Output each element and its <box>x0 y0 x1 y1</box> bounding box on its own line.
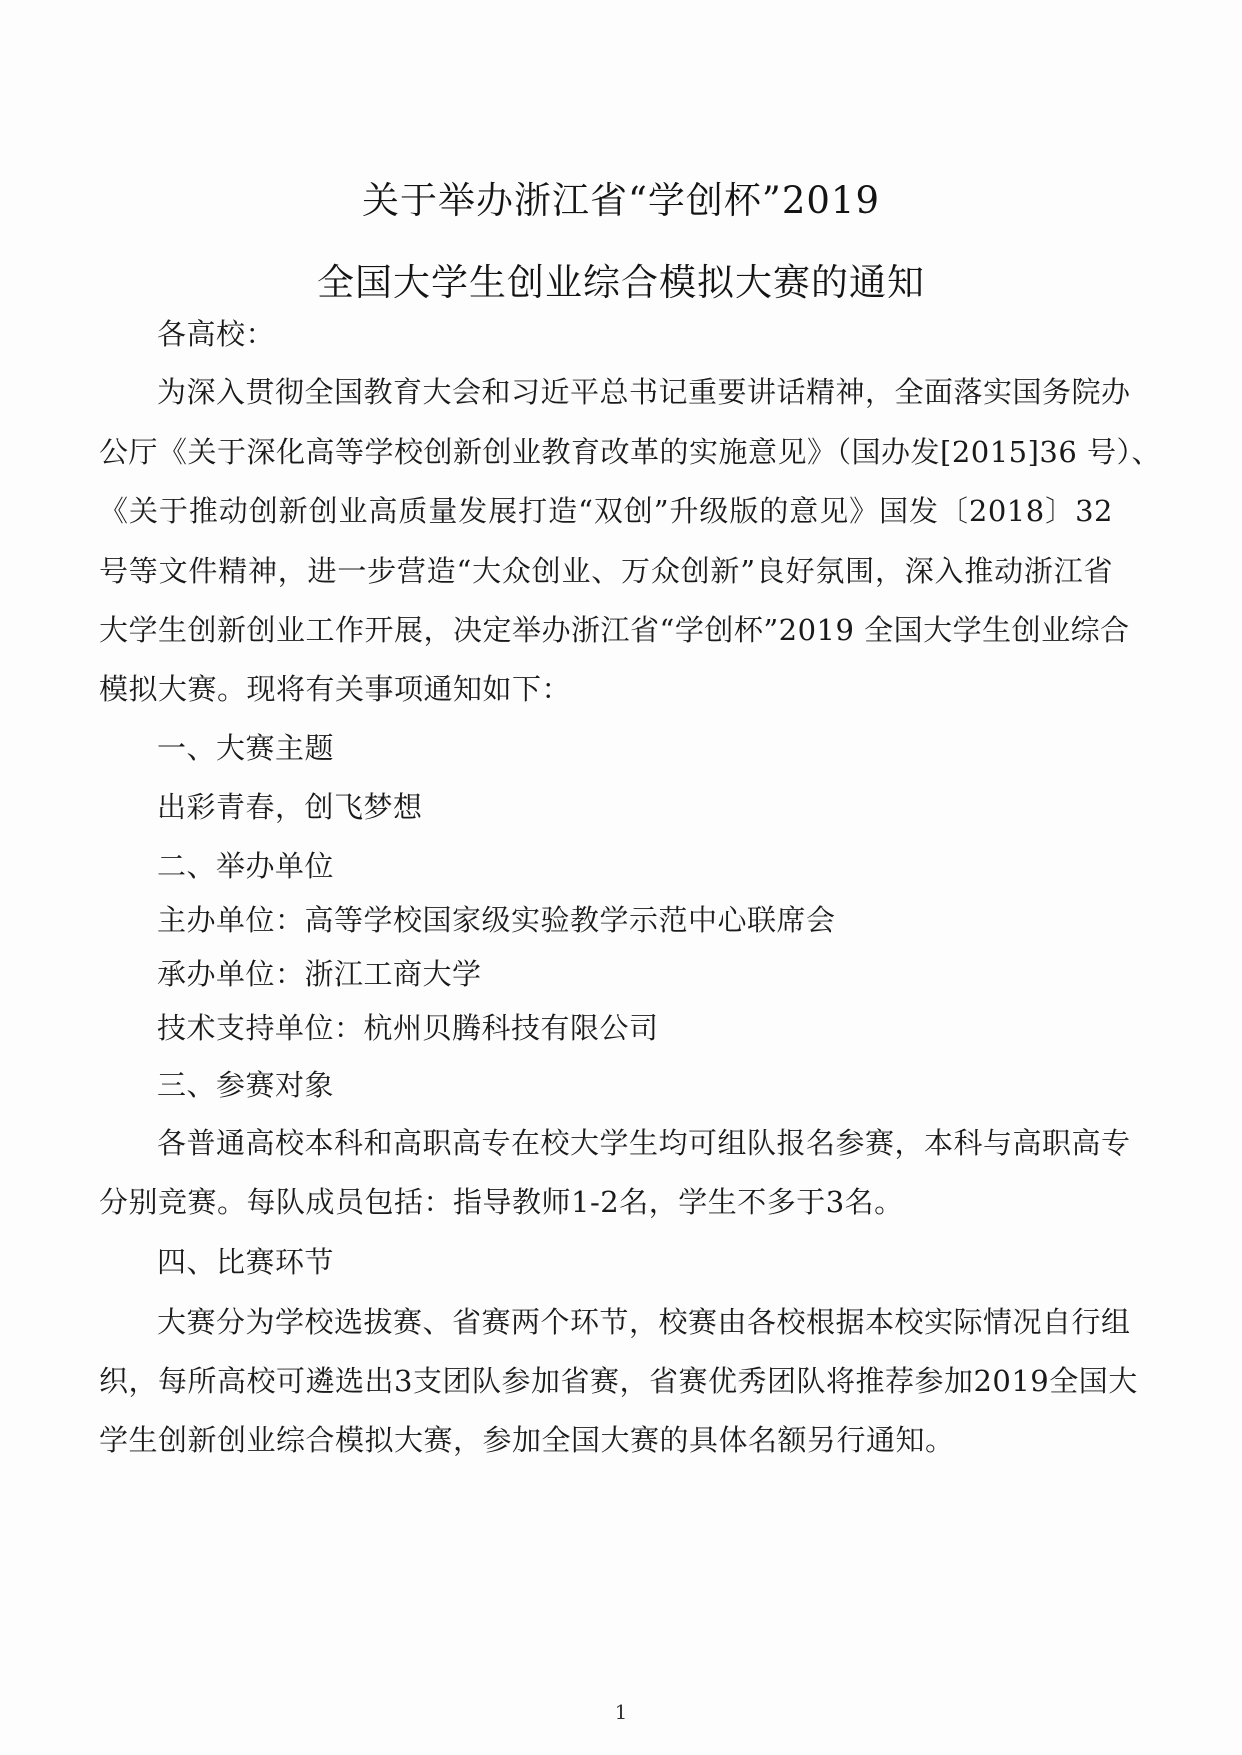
intro-line-1: 为深入贯彻全国教育大会和习近平总书记重要讲话精神，全面落实国务院办 <box>157 375 1131 409</box>
section-1-heading: 一、大赛主题 <box>157 731 335 765</box>
salutation: 各高校： <box>157 317 276 351</box>
intro-line-5: 大学生创新创业工作开展，决定举办浙江省“学创杯”2019 全国大学生创业综合 <box>99 613 1130 647</box>
intro-line-4: 号等文件精神，进一步营造“大众创业、万众创新”良好氛围，深入推动浙江省 <box>99 554 1113 588</box>
intro-line-2: 公厅《关于深化高等学校创新创业教育改革的实施意见》（国办发[2015]36 号）、 <box>99 435 1162 469</box>
document-title-line-2: 全国大学生创业综合模拟大赛的通知 <box>317 261 925 304</box>
section-3-line-1: 各普通高校本科和高职高专在校大学生均可组队报名参赛，本科与高职高专 <box>157 1126 1131 1160</box>
section-4-line-3: 学生创新创业综合模拟大赛，参加全国大赛的具体名额另行通知。 <box>99 1423 955 1457</box>
tech-support-unit: 技术支持单位：杭州贝腾科技有限公司 <box>157 1011 659 1045</box>
section-3-line-2: 分别竞赛。每队成员包括：指导教师1-2名，学生不多于3名。 <box>99 1185 904 1219</box>
document-title-line-1: 关于举办浙江省“学创杯”2019 <box>362 179 880 222</box>
section-4-line-2: 织，每所高校可遴选出3支团队参加省赛，省赛优秀团队将推荐参加2019全国大 <box>99 1364 1138 1398</box>
section-3-heading: 三、参赛对象 <box>157 1068 335 1102</box>
page-number: 1 <box>614 1700 628 1724</box>
host-unit: 主办单位：高等学校国家级实验教学示范中心联席会 <box>157 903 836 937</box>
organizer-unit: 承办单位：浙江工商大学 <box>157 957 482 991</box>
section-4-heading: 四、比赛环节 <box>157 1245 335 1279</box>
intro-line-6: 模拟大赛。现将有关事项通知如下： <box>99 672 572 706</box>
section-2-heading: 二、举办单位 <box>157 849 335 883</box>
section-4-line-1: 大赛分为学校选拔赛、省赛两个环节，校赛由各校根据本校实际情况自行组 <box>157 1305 1131 1339</box>
section-1-text: 出彩青春，创飞梦想 <box>157 790 423 824</box>
intro-line-3: 《关于推动创新创业高质量发展打造“双创”升级版的意见》国发〔2018〕32 <box>99 494 1113 528</box>
